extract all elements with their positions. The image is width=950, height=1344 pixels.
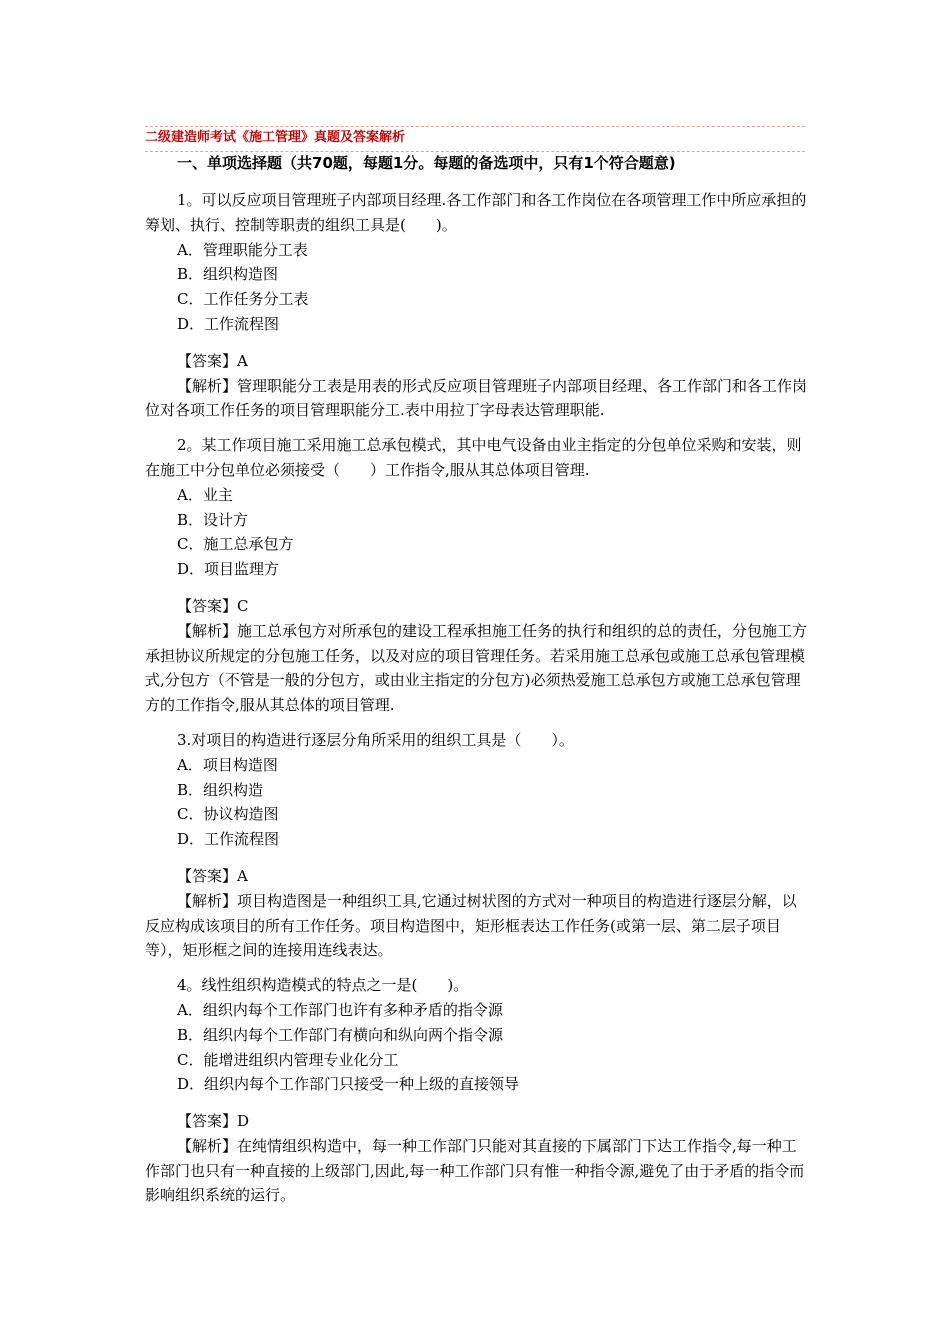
option-c: C．协议构造图 (177, 805, 279, 824)
question-1 (145, 188, 810, 423)
document-title: 二级建造师考试《施工管理》真题及答案解析 (145, 130, 406, 145)
question-stem: 3.对项目的构造进行逐层分角所采用的组织工具是（ ）。 (177, 730, 574, 749)
answer-line: 【答案】C (177, 596, 249, 615)
analysis-text: 【解析】项目构造图是一种组织工具,它通过树状图的方式对一种项目的构造进行逐层分解，以反应构成该项目的所有工作任务。项目构造图中，矩形框表达工作任务(或第一层、第二层子项目等），矩形框之间的连接用连线表达。 (145, 891, 797, 960)
option-a: A．管理职能分工表 (177, 240, 308, 259)
option-b: B．设计方 (177, 510, 249, 529)
option-a: A．项目构造图 (177, 755, 278, 774)
option-d: D．组织内每个工作部门只接受一种上级的直接领导 (177, 1075, 520, 1094)
option-b: B．组织内每个工作部门有横向和纵向两个指令源 (177, 1025, 504, 1044)
option-c: C．工作任务分工表 (177, 290, 309, 309)
analysis-text: 【解析】管理职能分工表是用表的形式反应项目管理班子内部项目经理、各工作部门和各工作岗位对各项工作任务的项目管理职能分工.表中用拉丁字母表达管理职能. (145, 376, 808, 420)
section-heading: 一、单项选择题（共70题，每题1分。每题的备选项中，只有1个符合题意) (177, 154, 676, 172)
answer-line: 【答案】A (177, 351, 248, 370)
option-b: B．组织构造 (177, 780, 264, 799)
analysis-text: 【解析】施工总承包方对所承包的建设工程承担施工任务的执行和组织的总的责任，分包施工方承担协议所规定的分包施工任务，以及对应的项目管理任务。若采用施工总承包或施工总承包管理模式,分包方（不管是一般的分包方，或由业主指定的分包方)必须热爱施工总承包方或施工总承包管理方的工作指令,服从其总体的项目管理. (145, 621, 808, 715)
option-c: C．施工总承包方 (177, 535, 294, 554)
option-c: C．能增进组织内管理专业化分工 (177, 1050, 399, 1069)
answer-line: 【答案】D (177, 1112, 250, 1131)
option-d: D．项目监理方 (177, 560, 280, 579)
question-list (145, 188, 810, 1218)
option-d: D．工作流程图 (177, 830, 280, 849)
option-a: A．组织内每个工作部门也许有多种矛盾的指令源 (177, 1000, 503, 1019)
question-2 (145, 433, 810, 718)
option-b: B．组织构造图 (177, 265, 279, 284)
option-a: A．业主 (177, 485, 233, 504)
answer-line: 【答案】A (177, 866, 248, 885)
question-stem: 4。线性组织构造模式的特点之一是( )。 (177, 976, 469, 995)
question-stem: 1。可以反应项目管理班子内部项目经理.各工作部门和各工作岗位在各项管理工作中所应承担的筹划、执行、控制等职责的组织工具是( )。 (145, 191, 807, 234)
question-3 (145, 728, 810, 963)
question-stem: 2。某工作项目施工采用施工总承包模式，其中电气设备由业主指定的分包单位采购和安装，则在施工中分包单位必须接受（ ）工作指令,服从其总体项目管理. (145, 436, 802, 479)
analysis-text: 【解析】在纯情组织构造中，每一种工作部门只能对其直接的下属部门下达工作指令,每一种工作部门也只有一种直接的上级部门,因此,每一种工作部门只有惟一种指令源,避免了由于矛盾的指令而影响组织系统的运行。 (145, 1136, 805, 1205)
option-d: D．工作流程图 (177, 314, 280, 333)
question-4 (145, 973, 810, 1208)
header-dashed-rule-top (145, 126, 805, 127)
